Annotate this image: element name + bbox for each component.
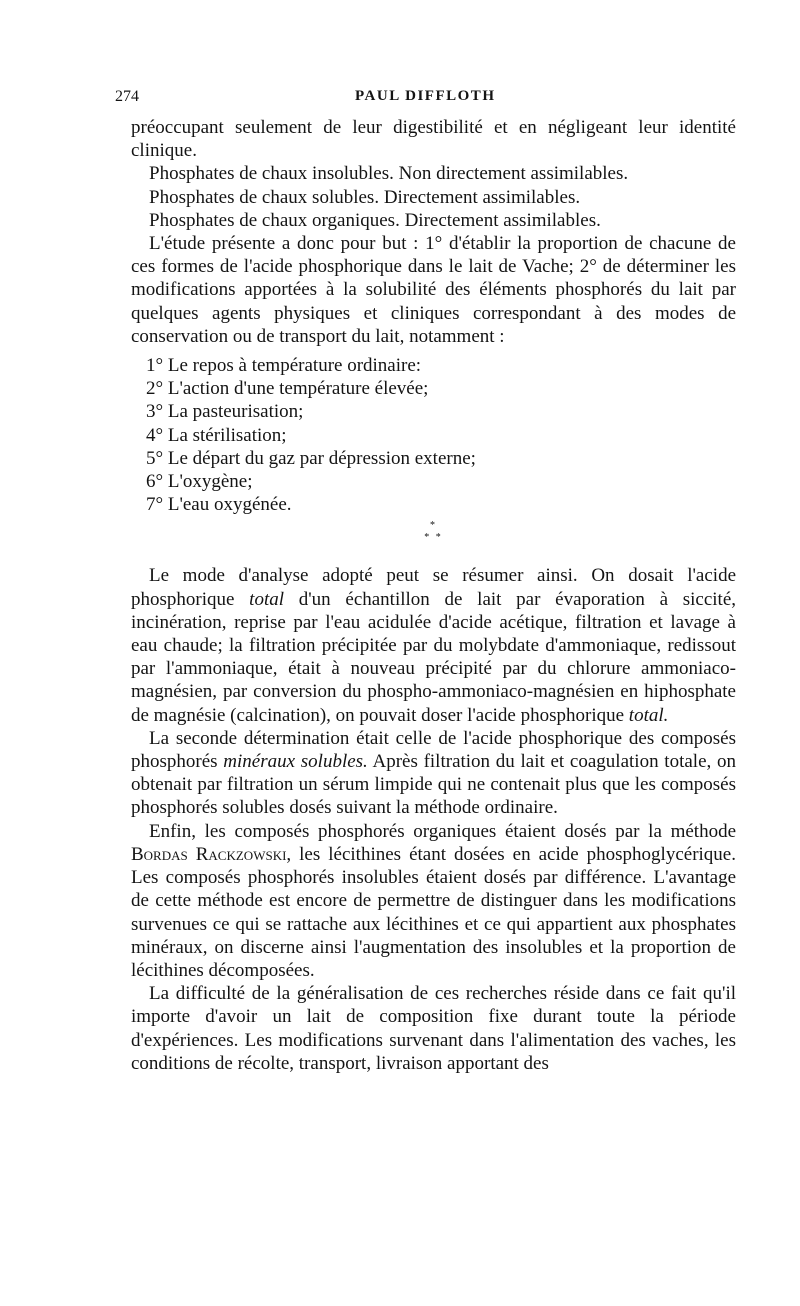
italic-term: minéraux solubles. (223, 751, 368, 773)
text-run: , les lécithines étant dosées en acide phosphoglycérique. Les composés phosphorés insolubles étaient dosés par différence. L'avantage de cette méthode est encore de permettre de distinguer dans les modifications survenues ce qui se rattache aux lécithines et ce qui appartient aux phosphates minéraux, on discerne ainsi l'augmentation des insolubles et la proportion de lécithines décomposées. (131, 843, 736, 981)
second-determination-paragraph (131, 727, 736, 820)
text-run: Enfin, les composés phosphorés organiques étaient dosés par la méthode (149, 820, 736, 842)
asterism-separator (131, 520, 736, 544)
conditions-list (146, 354, 736, 516)
phosphate-organic-line: Phosphates de chaux organiques. Directement assimilables. (149, 209, 601, 231)
page-header (115, 88, 736, 116)
list-item: 5° Le départ du gaz par dépression externe; (146, 447, 476, 469)
paragraph-continued: préoccupant seulement de leur digestibilité et en négligeant leur identité clinique. (131, 117, 736, 162)
list-item: 6° L'oxygène; (146, 471, 253, 493)
author-names: Bordas Rackzowski (131, 843, 287, 865)
text-run: Le mode d'analyse adopté peut se résumer ainsi. On dosait l'acide phosphorique (131, 565, 736, 610)
list-item: 7° L'eau oxygénée. (146, 494, 292, 516)
study-purpose-paragraph: L'étude présente a donc pour but : 1° d'établir la proportion de chacune de ces formes de l'acide phosphorique dans le lait de Vache; 2° de déterminer les modifications apportées à la solubilité des éléments phosphorés du lait par quelques agents physiques et cliniques correspondant à des modes de conservation ou de transport du lait, notamment : (131, 233, 736, 347)
text-run: La seconde détermination était celle de l'acide phosphorique des composés phosphorés (131, 727, 736, 773)
list-item: 1° Le repos à température ordinaire: (146, 355, 422, 377)
italic-term: total. (628, 704, 669, 726)
text-run: d'un échantillon de lait par évaporation à siccité, incinération, reprise par l'eau acidulée d'acide acétique, filtration et lavage à eau chaude; la filtration précipitée par du molybdate d'ammoniaque, redissout par l'ammoniaque, était à nouveau précipité par du chlorure ammoniaco-magnésien, par conversion du phospho-ammoniaco-magnésien en hiphosphate de magnésie (calcination), on pouvait doser l'acide phosphorique (131, 588, 737, 726)
running-head: PAUL DIFFLOTH (355, 88, 496, 104)
text-run: Après filtration du lait et coagulation totale, on obtenait par filtration un sérum limpide qui ne contenait plus que les composés phosphorés solubles dosés suivant la méthode ordinaire. (131, 751, 736, 819)
asterism-top: * (430, 520, 437, 532)
list-item: 3° La pasteurisation; (146, 401, 304, 423)
list-item: 4° La stérilisation; (146, 424, 287, 446)
page (115, 88, 737, 1075)
list-item: 2° L'action d'une température élevée; (146, 378, 429, 400)
phosphate-soluble-line: Phosphates de chaux solubles. Directement assimilables. (149, 186, 581, 208)
analysis-method-paragraph (131, 564, 736, 726)
organic-compounds-paragraph (131, 820, 736, 982)
difficulty-paragraph: La difficulté de la généralisation de ces recherches réside dans ce fait qu'il importe d'avoir un lait de composition fixe durant toute la période d'expériences. Les modifications survenant dans l'alimentation des vaches, les conditions de récolte, transport, livraison apportant des (131, 983, 736, 1074)
phosphate-insoluble-line: Phosphates de chaux insolubles. Non directement assimilables. (149, 163, 629, 185)
asterism-bottom: * * (424, 532, 443, 544)
page-number: 274 (115, 88, 139, 105)
italic-term: total (249, 588, 285, 610)
